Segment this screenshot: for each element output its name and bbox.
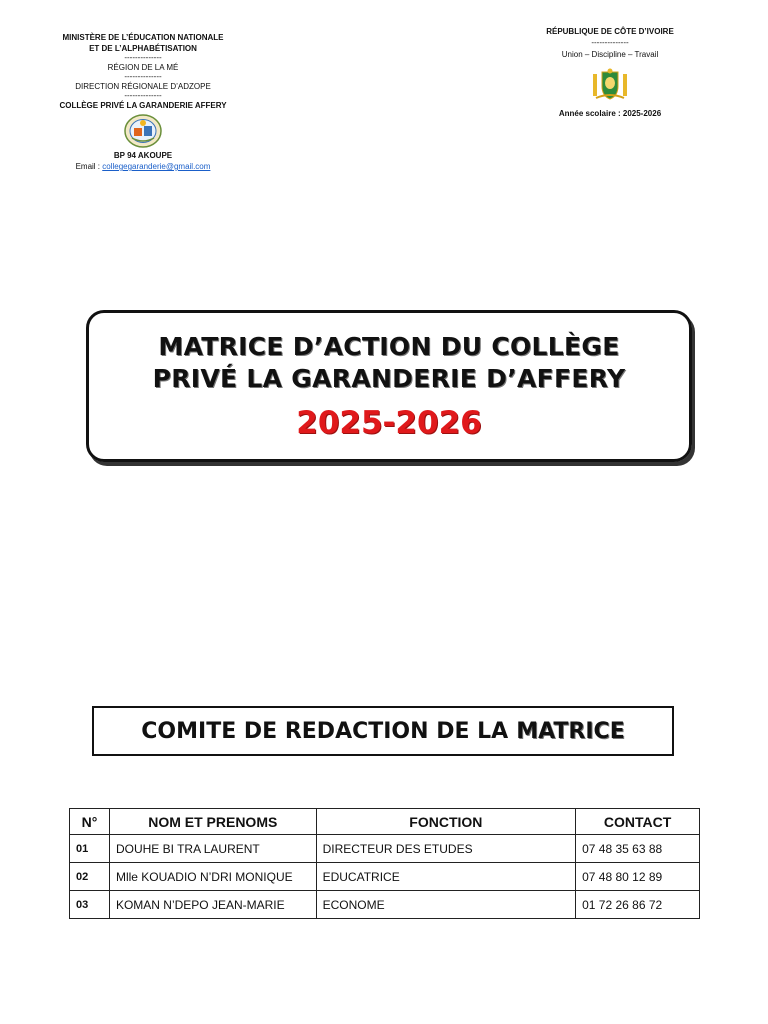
comite-text: COMITE DE REDACTION DE LA [141,718,509,744]
title-box [86,310,692,462]
arms-wrap [500,68,720,102]
table-header-row [70,809,700,835]
row-fonction: ECONOME [316,891,576,919]
row-num: 03 [70,891,110,919]
header-left [40,32,246,172]
row-num: 01 [70,835,110,863]
row-num: 02 [70,863,110,891]
row-fonction: EDUCATRICE [316,863,576,891]
national-motto: Union – Discipline – Travail [561,50,659,59]
row-fonction: DIRECTEUR DES ETUDES [316,835,576,863]
separator: -------------- [124,72,162,81]
region-label: RÉGION DE LA MÉ [107,63,179,72]
coat-of-arms-icon [590,68,630,102]
row-name: Mlle KOUADIO N’DRI MONIQUE [109,863,316,891]
separator: -------------- [591,38,629,47]
table-row [70,891,700,919]
comite-heading [92,706,674,756]
header-right [500,26,720,119]
table-row [70,835,700,863]
row-name: KOMAN N’DEPO JEAN-MARIE [109,891,316,919]
table-row [70,863,700,891]
title-year: 2025-2026 [296,405,482,441]
comite-emphasis: MATRICE [516,718,625,744]
row-contact: 01 72 26 86 72 [576,891,700,919]
row-contact: 07 48 35 63 88 [576,835,700,863]
school-seal-logo-icon [124,114,162,148]
direction-label: DIRECTION RÉGIONALE D’ADZOPE [75,82,211,91]
title-line-1: MATRICE D’ACTION DU COLLÈGE [158,332,620,361]
header-name: NOM ET PRENOMS [109,809,316,835]
school-year: Année scolaire : 2025-2026 [558,109,662,118]
email-line [40,161,246,172]
separator: -------------- [124,53,162,62]
email-label: Email : [75,162,103,171]
header-contact: CONTACT [576,809,700,835]
members-table [69,808,700,919]
title-line-2: PRIVÉ LA GARANDERIE D’AFFERY [152,364,626,393]
ministry-line-1: MINISTÈRE DE L’ÉDUCATION NATIONALE [62,33,224,42]
separator: -------------- [124,91,162,100]
college-name: COLLÈGE PRIVÉ LA GARANDERIE AFFERY [59,101,227,110]
header-fonction: FONCTION [316,809,576,835]
row-contact: 07 48 80 12 89 [576,863,700,891]
ministry-line-2: ET DE L’ALPHABÉTISATION [89,44,197,53]
email-link[interactable]: collegegaranderie@gmail.com [102,162,211,171]
school-logo-wrap [40,114,246,148]
header-num: N° [70,809,110,835]
postal-box: BP 94 AKOUPE [113,151,173,160]
row-name: DOUHE BI TRA LAURENT [109,835,316,863]
republic-label: RÉPUBLIQUE DE CÔTE D’IVOIRE [546,27,674,36]
